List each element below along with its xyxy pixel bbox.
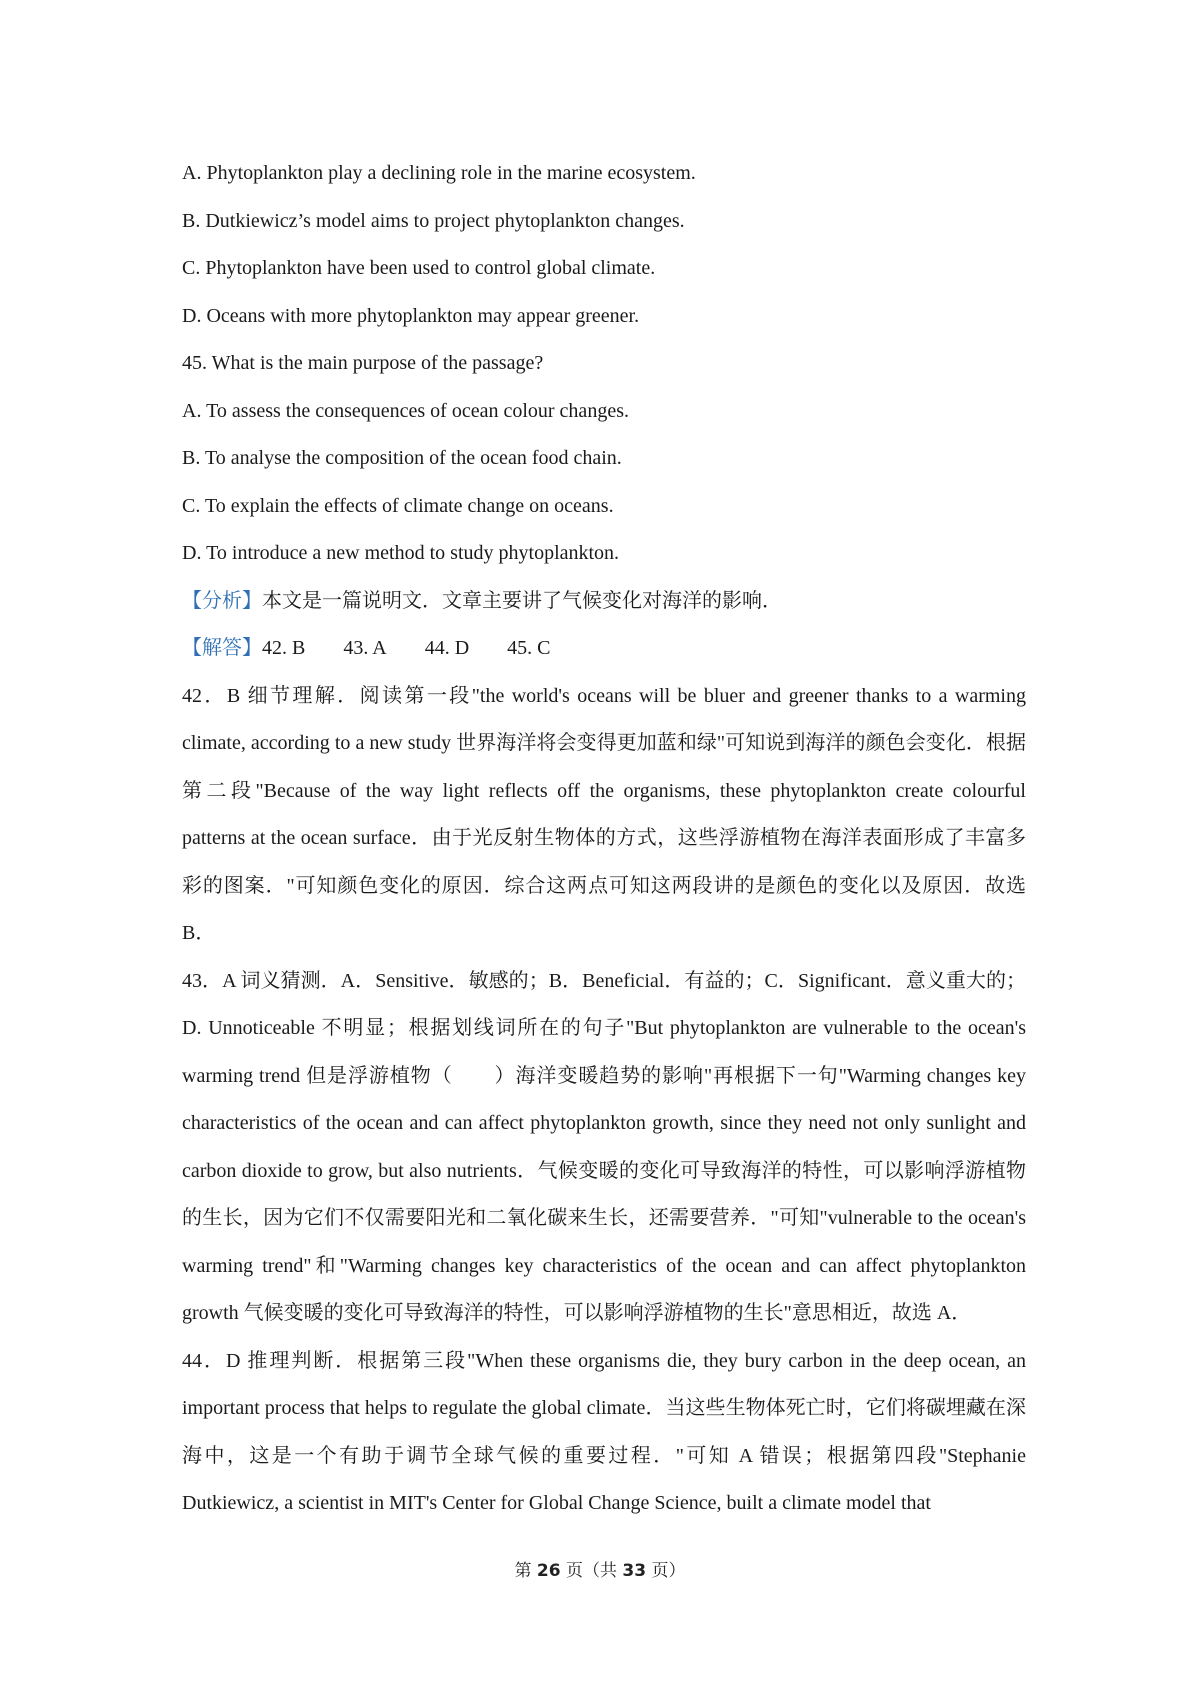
option-44-d: D. Oceans with more phytoplankton may appear greener.	[182, 304, 640, 327]
explanation-43: 43．A 词义猜测．A．Sensitive．敏感的；B．Beneficial．有益的；C．Significant．意义重大的；D. Unnoticeable 不明显；根据划线词所在的句子"But phytoplankton are vulnerable to the ocean's warming trend 但是浮游植物（ ）海洋变暖趋势的影响"再根据下一句"Warming changes key characteristics of the ocean and can affect phytoplankton growth, since they need not only sunlight and carbon dioxide to grow, but also nutrients．气候变暖的变化可导致海洋的特性，可以影响浮游植物的生长，因为它们不仅需要阳光和二氧化碳来生长，还需要营养．"可知"vulnerable to the ocean's warming trend"和"Warming changes key characteristics of the ocean and can affect phytoplankton growth 气候变暖的变化可导致海洋的特性，可以影响浮游植物的生长"意思相近，故选 A．	[182, 969, 1026, 1324]
option-45-d: D. To introduce a new method to study phytoplankton.	[182, 542, 620, 564]
answer-45: 45. C	[507, 637, 551, 659]
footer-suffix: 页）	[646, 1561, 686, 1581]
footer-middle: 页（共	[560, 1561, 623, 1581]
document-body	[182, 150, 1026, 1528]
option-45-b: B. To analyse the composition of the ocean food chain.	[182, 447, 622, 469]
answer-42: 42. B	[262, 637, 306, 659]
question-45: 45. What is the main purpose of the passage?	[182, 352, 544, 374]
page-footer	[0, 1556, 1200, 1581]
analysis-line	[182, 578, 1026, 626]
option-45-c: C. To explain the effects of climate change on oceans.	[182, 494, 614, 517]
solution-line	[182, 625, 1026, 673]
option-45-a: A. To assess the consequences of ocean colour changes.	[182, 399, 629, 422]
option-44-b: B. Dutkiewicz’s model aims to project phytoplankton changes.	[182, 209, 685, 232]
answer-44: 44. D	[424, 637, 470, 659]
explanation-44: 44．D 推理判断．根据第三段"When these organisms die, they bury carbon in the deep ocean, an important process that helps to regulate the global climate．当这些生物体死亡时，它们将碳埋藏在深海中，这是一个有助于调节全球气候的重要过程．"可知 A 错误；根据第四段"Stephanie Dutkiewicz, a scientist in MIT's Center for Global Change Science, built a climate model that	[182, 1349, 1026, 1514]
page-total: 33	[622, 1561, 647, 1581]
analysis-text: 本文是一篇说明文．文章主要讲了气候变化对海洋的影响．	[262, 589, 782, 612]
option-44-a: A. Phytoplankton play a declining role in the marine ecosystem.	[182, 162, 696, 184]
page-number: 26	[536, 1561, 561, 1581]
option-44-c: C. Phytoplankton have been used to control global climate.	[182, 257, 656, 279]
footer-prefix: 第	[514, 1561, 537, 1581]
analysis-tag: 【分析】	[182, 589, 262, 612]
solution-tag: 【解答】	[182, 637, 262, 659]
explanation-42: 42．B 细节理解．阅读第一段"the world's oceans will be bluer and greener thanks to a warming climate, according to a new study 世界海洋将会变得更加蓝和绿"可知说到海洋的颜色会变化．根据第二段"Because of the way light reflects off the organisms, these phytoplankton create colourful patterns at the ocean surface．由于光反射生物体的方式，这些浮游植物在海洋表面形成了丰富多彩的图案．"可知颜色变化的原因．综合这两点可知这两段讲的是颜色的变化以及原因．故选 B．	[182, 684, 1026, 944]
answer-43: 43. A	[343, 637, 387, 659]
